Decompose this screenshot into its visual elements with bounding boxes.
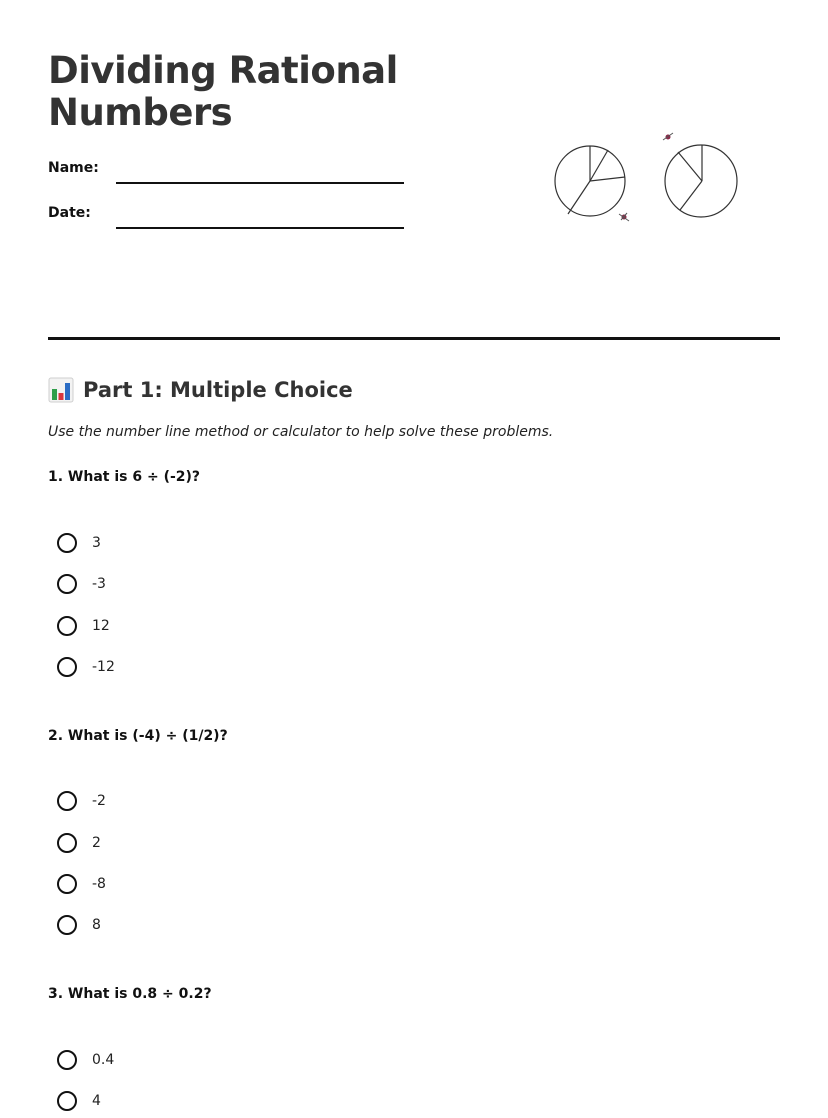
q2-option-b[interactable] <box>57 830 101 856</box>
q1-option-b[interactable] <box>57 571 106 597</box>
part-1-header <box>48 374 353 406</box>
option-label: 12 <box>92 618 110 634</box>
radio-button[interactable] <box>57 1050 77 1070</box>
option-label: -2 <box>92 793 106 809</box>
radio-button[interactable] <box>57 616 77 636</box>
q2-option-c[interactable] <box>57 871 106 897</box>
title-line-1: Dividing Rational <box>48 49 398 92</box>
name-label: Name: <box>48 160 99 176</box>
q1-option-d[interactable] <box>57 654 115 680</box>
pie-circle-right <box>665 145 737 217</box>
title-line-2: Numbers <box>48 91 233 134</box>
radio-button[interactable] <box>57 874 77 894</box>
option-label: -8 <box>92 876 106 892</box>
name-line[interactable] <box>116 182 404 184</box>
q1-option-c[interactable] <box>57 613 110 639</box>
option-label: 3 <box>92 535 101 551</box>
option-label: -3 <box>92 576 106 592</box>
part-1-title: Part 1: Multiple Choice <box>83 378 353 402</box>
radio-button[interactable] <box>57 833 77 853</box>
radio-button[interactable] <box>57 791 77 811</box>
radio-button[interactable] <box>57 915 77 935</box>
date-label: Date: <box>48 205 91 221</box>
question-1: 1. What is 6 ÷ (-2)? <box>48 469 201 485</box>
sparkle-icon <box>663 133 673 140</box>
radio-button[interactable] <box>57 574 77 594</box>
pie-circle-left <box>555 146 625 216</box>
q2-option-d[interactable] <box>57 912 101 938</box>
option-label: 2 <box>92 835 101 851</box>
section-divider <box>48 337 780 340</box>
instructions: Use the number line method or calculator to help solve these problems. <box>48 424 554 440</box>
option-label: 8 <box>92 917 101 933</box>
q3-option-b[interactable] <box>57 1088 101 1114</box>
option-label: 4 <box>92 1093 101 1109</box>
worksheet-title <box>48 50 398 134</box>
pie-illustration <box>548 128 748 228</box>
option-label: 0.4 <box>92 1052 115 1068</box>
bar-chart-icon <box>48 377 74 403</box>
option-label: -12 <box>92 659 115 675</box>
date-line[interactable] <box>116 227 404 229</box>
q2-option-a[interactable] <box>57 788 106 814</box>
radio-button[interactable] <box>57 1091 77 1111</box>
q3-option-a[interactable] <box>57 1047 114 1073</box>
radio-button[interactable] <box>57 657 77 677</box>
sparkle-icon <box>619 213 629 221</box>
question-3: 3. What is 0.8 ÷ 0.2? <box>48 986 212 1002</box>
radio-button[interactable] <box>57 533 77 553</box>
question-2: 2. What is (-4) ÷ (1/2)? <box>48 728 228 744</box>
q1-option-a[interactable] <box>57 530 101 556</box>
